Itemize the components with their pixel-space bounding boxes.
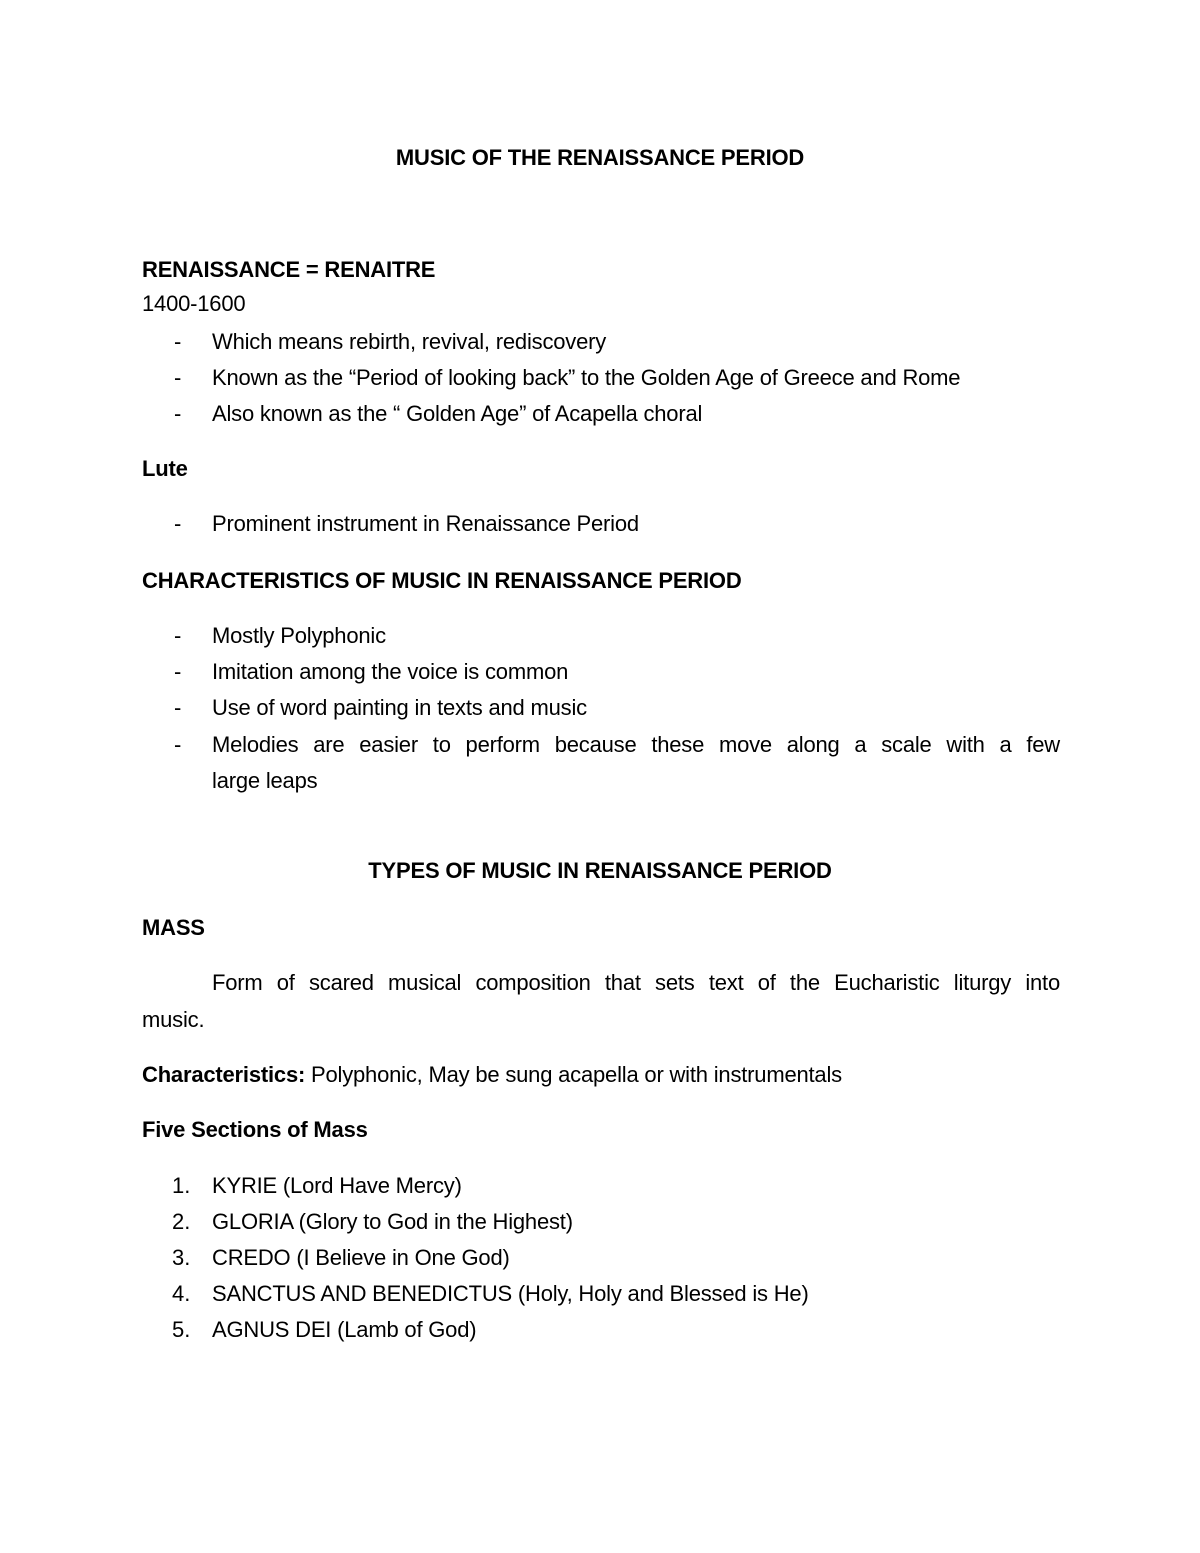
characteristics-bullet-4-line2: large leaps (212, 768, 318, 793)
section-number-5: 5. (172, 1317, 191, 1342)
section-item-1: KYRIE (Lord Have Mercy) (212, 1173, 462, 1198)
intro-bullet-1: Which means rebirth, revival, rediscovery (212, 329, 607, 354)
bullet-dash: - (174, 401, 182, 426)
intro-bullet-3: Also known as the “ Golden Age” of Acapella choral (212, 401, 703, 426)
characteristics-bullet-1: Mostly Polyphonic (212, 623, 386, 648)
section-item-4: SANCTUS AND BENEDICTUS (Holy, Holy and Blessed is He) (212, 1281, 809, 1306)
lute-bullet-1: Prominent instrument in Renaissance Period (212, 511, 639, 536)
mass-characteristics-text: Polyphonic, May be sung acapella or with instrumentals (305, 1062, 842, 1087)
section-item-2: GLORIA (Glory to God in the Highest) (212, 1209, 573, 1234)
mass-description-line2: music. (142, 1007, 205, 1032)
characteristics-heading: CHARACTERISTICS OF MUSIC IN RENAISSANCE PERIOD (142, 568, 742, 593)
characteristics-bullet-3: Use of word painting in texts and music (212, 695, 587, 720)
bullet-dash: - (174, 365, 182, 390)
types-heading: TYPES OF MUSIC IN RENAISSANCE PERIOD (368, 858, 832, 883)
years-text: 1400-1600 (142, 291, 246, 316)
section-item-5: AGNUS DEI (Lamb of God) (212, 1317, 477, 1342)
renaissance-heading: RENAISSANCE = RENAITRE (142, 257, 436, 282)
bullet-dash: - (174, 623, 182, 648)
section-number-4: 4. (172, 1281, 191, 1306)
characteristics-bullet-2: Imitation among the voice is common (212, 659, 569, 684)
bullet-dash: - (174, 659, 182, 684)
bullet-dash: - (174, 329, 182, 354)
bullet-dash: - (174, 732, 182, 757)
intro-bullet-2: Known as the “Period of looking back” to the Golden Age of Greece and Rome (212, 365, 961, 390)
bullet-dash: - (174, 511, 182, 536)
mass-characteristics (142, 1061, 842, 1089)
section-item-3: CREDO (I Believe in One God) (212, 1245, 510, 1270)
mass-description-line1: Form of scared musical composition that sets text of the Eucharistic liturgy into (212, 970, 1060, 995)
mass-characteristics-label: Characteristics: (142, 1062, 306, 1087)
characteristics-bullet-4-line1: Melodies are easier to perform because these move along a scale with a few (212, 732, 1060, 757)
sections-heading: Five Sections of Mass (142, 1117, 368, 1142)
section-number-1: 1. (172, 1173, 191, 1198)
section-number-3: 3. (172, 1245, 191, 1270)
bullet-dash: - (174, 695, 182, 720)
section-number-2: 2. (172, 1209, 191, 1234)
page-title: MUSIC OF THE RENAISSANCE PERIOD (395, 145, 805, 170)
lute-heading: Lute (142, 456, 188, 481)
mass-heading: MASS (142, 915, 205, 940)
